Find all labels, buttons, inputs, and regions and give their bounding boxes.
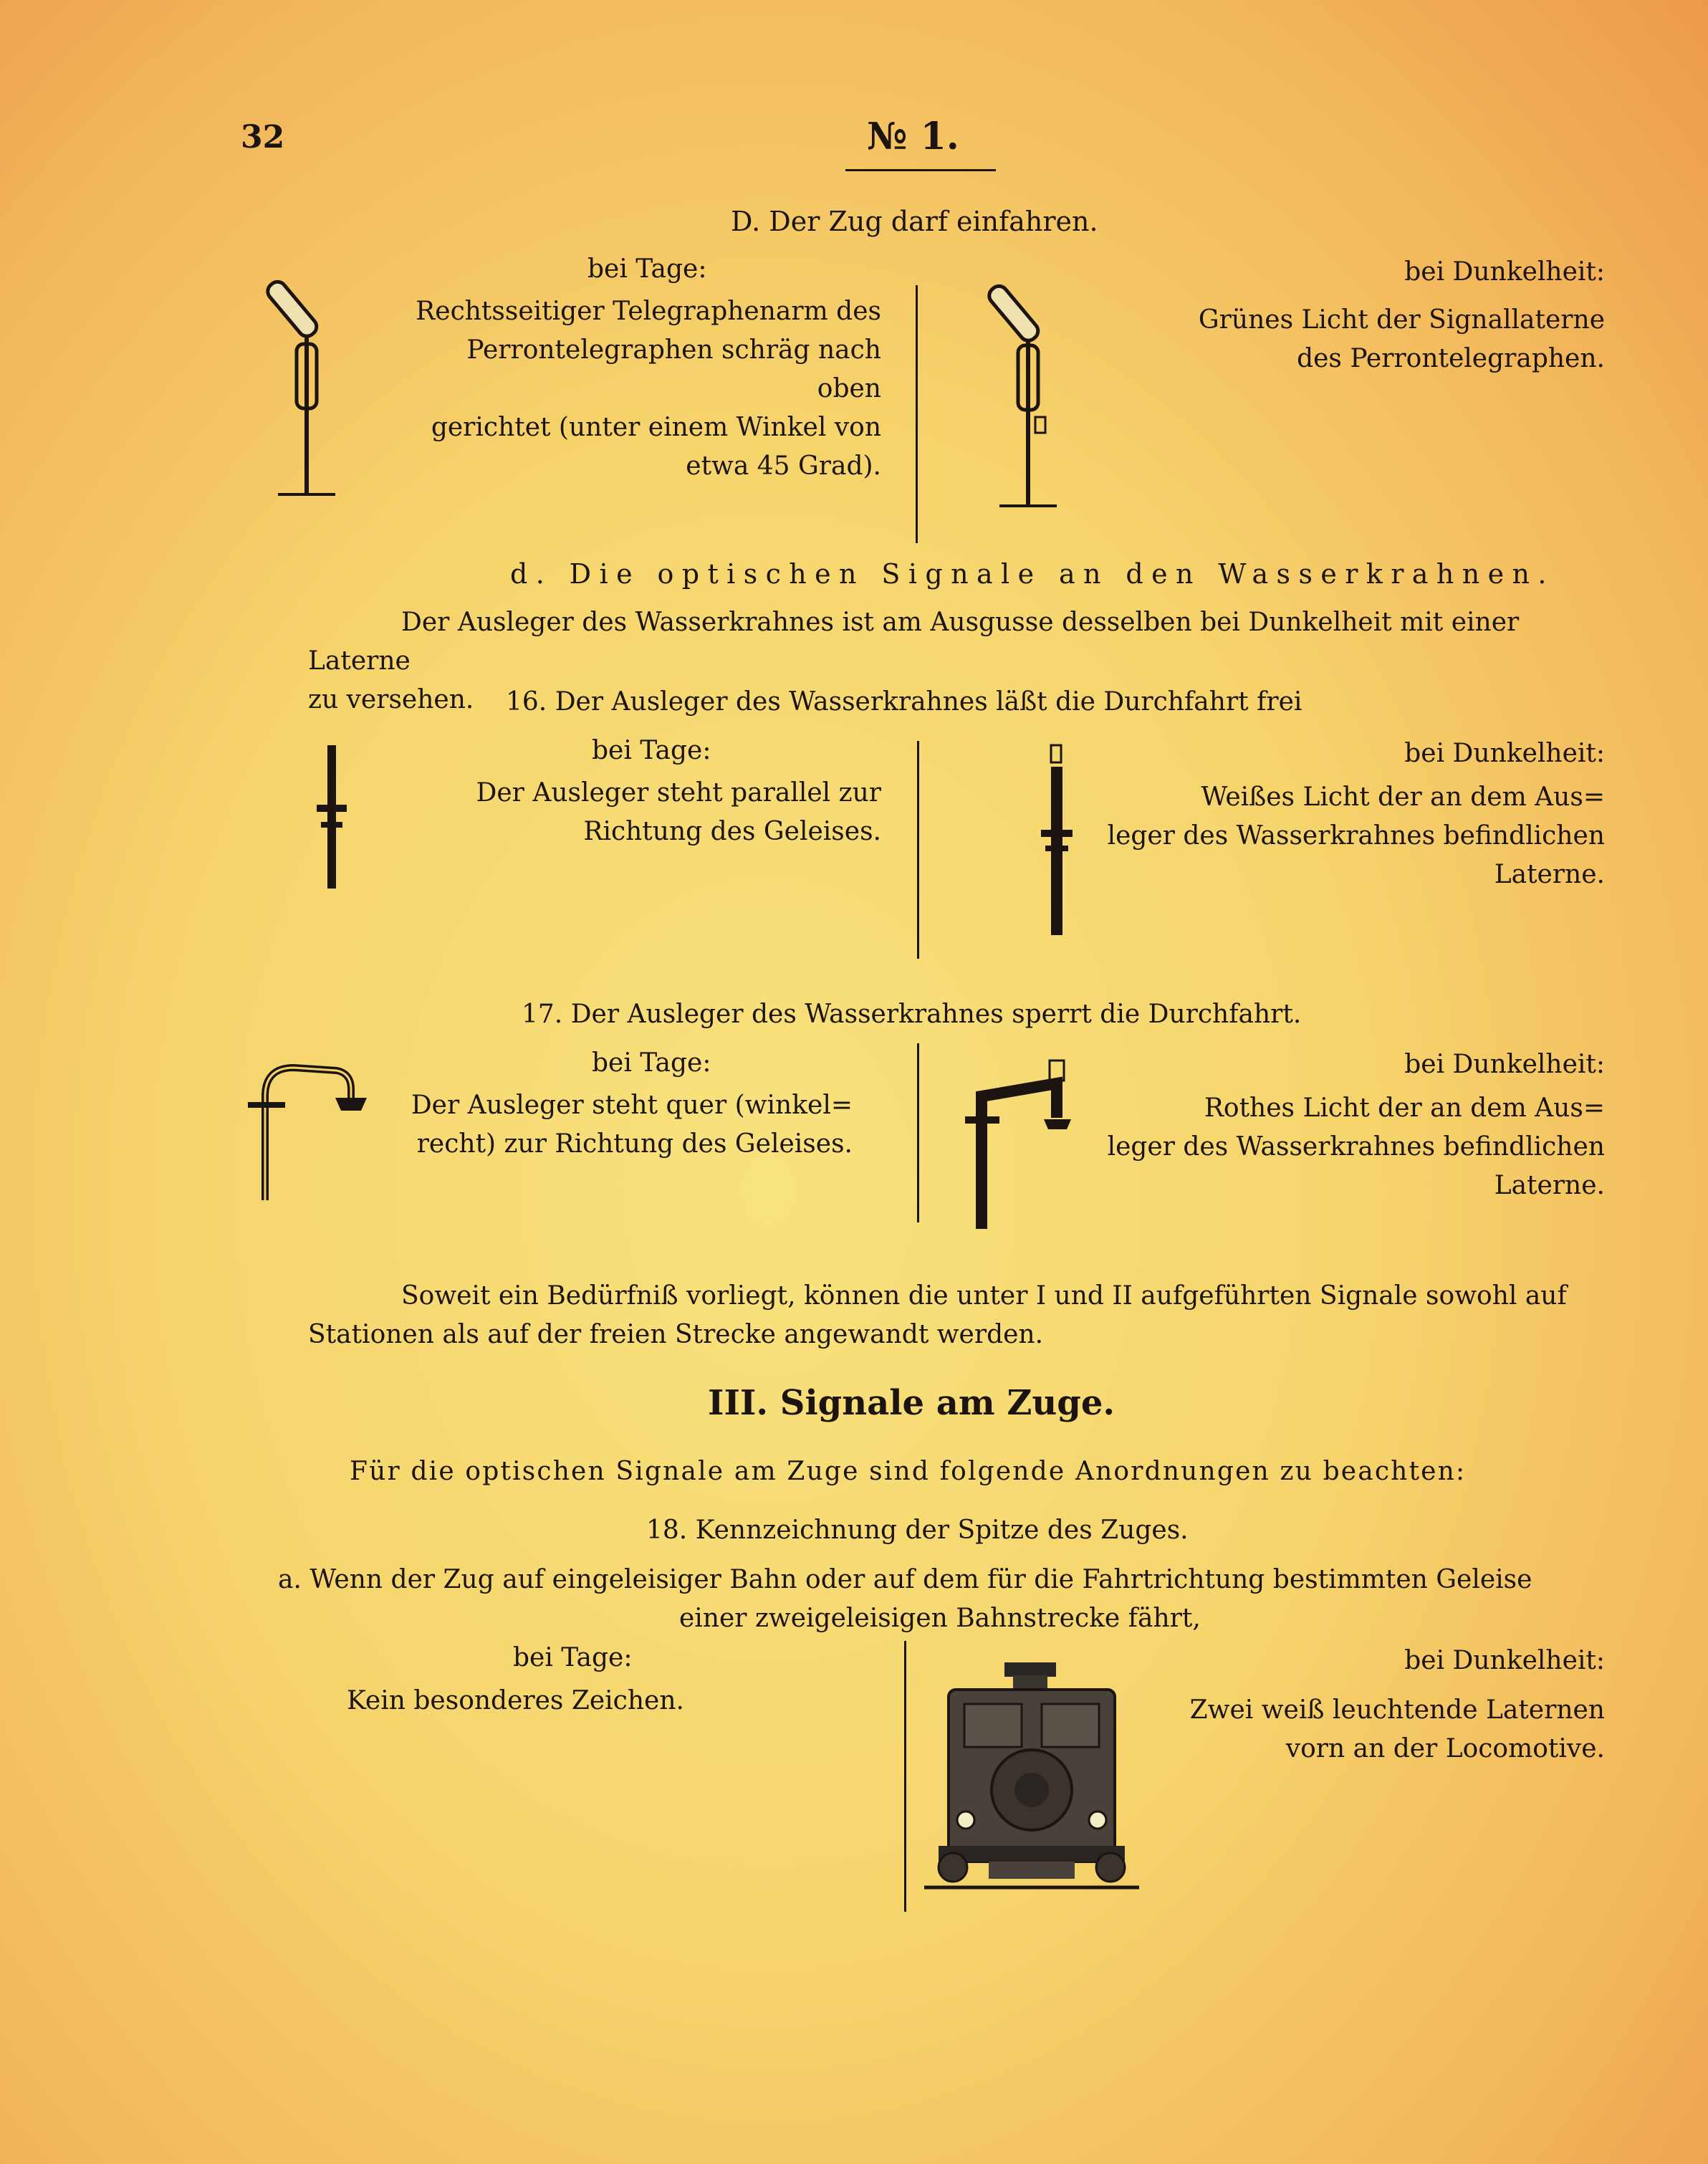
signal-18-title: 18. Kennzeichnung der Spitze des Zuges.	[646, 1516, 1189, 1545]
text-line: Soweit ein Bedürfniß vorliegt, können die unter I und II aufgeführten Signale sowohl auf	[401, 1281, 1567, 1311]
signal-18-day-text: Kein besonderes Zeichen.	[347, 1686, 684, 1715]
signal-17-day-text	[358, 1086, 853, 1164]
signal-17-title: 17. Der Ausleger des Wasserkrahnes sperrt die Durchfahrt.	[522, 1000, 1302, 1029]
text-line: Stationen als auf der freien Strecke angewandt werden.	[308, 1320, 1044, 1349]
applicability-note	[308, 1277, 1612, 1354]
text-line: Laterne.	[1494, 1171, 1605, 1200]
section-wasserkrahnen-title: d. Die optischen Signale an den Wasserkrahnen.	[510, 558, 1555, 590]
signal-17-night-text	[1075, 1089, 1605, 1205]
signal-18-night-label: bei Dunkelheit:	[1404, 1646, 1605, 1675]
text-line: etwa 45 Grad).	[686, 451, 881, 481]
text-line: Grünes Licht der Signallaterne	[1198, 305, 1605, 335]
text-line: Der Ausleger steht parallel zur	[476, 778, 881, 808]
signal-16-night-text	[1075, 778, 1605, 894]
signal-16-day-text	[401, 774, 881, 851]
text-line: Laterne.	[1494, 860, 1605, 889]
locomotive-icon	[924, 1661, 1139, 1896]
signal-17-night-label: bei Dunkelheit:	[1404, 1050, 1605, 1079]
section-d-day-text	[401, 292, 881, 486]
telegraph-lantern-icon	[992, 277, 1093, 520]
water-crane-parallel-lantern-icon	[1035, 738, 1078, 939]
section-d-night-label: bei Dunkelheit:	[1404, 257, 1605, 287]
text-line: vorn an der Locomotive.	[1285, 1734, 1605, 1763]
text-line: Der Ausleger steht quer (winkel=	[411, 1091, 853, 1120]
water-crane-parallel-icon	[308, 742, 358, 892]
text-line: recht) zur Richtung des Geleises.	[416, 1129, 853, 1159]
signal-16-night-label: bei Dunkelheit:	[1404, 739, 1605, 768]
column-divider	[917, 741, 919, 959]
column-divider	[904, 1641, 906, 1912]
page-number: 32	[241, 119, 285, 155]
text-line: Weißes Licht der an dem Aus=	[1201, 782, 1605, 812]
text-line: Der Ausleger des Wasserkrahnes ist am Ausgusse desselben bei Dunkelheit mit einer Laterne	[308, 608, 1520, 676]
column-divider	[917, 1043, 919, 1222]
text-line: a. Wenn der Zug auf eingeleisiger Bahn oder auf dem für die Fahrtrichtung bestimmten Geleise	[278, 1565, 1532, 1594]
text-line: des Perrontelegraphen.	[1297, 344, 1605, 373]
text-line: einer zweigeleisigen Bahnstrecke fährt,	[679, 1604, 1201, 1633]
section-d-day-label: bei Tage:	[587, 254, 707, 284]
signal-18-item-a	[278, 1561, 1568, 1638]
header-rule	[845, 169, 996, 171]
text-line: zu versehen.	[308, 685, 474, 714]
text-line: Rechtsseitiger Telegraphenarm des	[416, 297, 881, 326]
text-line: leger des Wasserkrahnes befindlichen	[1107, 1132, 1605, 1162]
section-d-night-text	[1075, 301, 1605, 378]
section-iii-heading: III. Signale am Zuge.	[708, 1383, 1116, 1423]
signal-16-day-label: bei Tage:	[592, 736, 711, 765]
section-iii-intro: Für die optischen Signale am Zuge sind folgende Anordnungen zu beachten:	[350, 1457, 1467, 1486]
text-line: gerichtet (unter einem Winkel von	[431, 413, 881, 442]
text-line: Rothes Licht der an dem Aus=	[1204, 1093, 1605, 1123]
signal-17-day-label: bei Tage:	[592, 1048, 711, 1078]
water-crane-cross-icon	[244, 1053, 373, 1204]
text-line: Richtung des Geleises.	[583, 817, 881, 846]
signal-16-title: 16. Der Ausleger des Wasserkrahnes läßt die Durchfahrt frei	[506, 687, 1302, 717]
signal-18-day-label: bei Tage:	[513, 1643, 633, 1672]
water-crane-cross-lantern-icon	[964, 1053, 1093, 1232]
telegraph-arm-icon	[264, 265, 364, 509]
issue-number: № 1.	[867, 115, 959, 158]
column-divider	[916, 285, 918, 543]
text-line: Perrontelegraphen schräg nach oben	[466, 335, 881, 403]
section-d-title: D. Der Zug darf einfahren.	[731, 206, 1098, 237]
text-line: Zwei weiß leuchtende Laternen	[1189, 1695, 1605, 1725]
signal-18-night-text	[1075, 1691, 1605, 1768]
text-line: leger des Wasserkrahnes befindlichen	[1107, 821, 1605, 851]
